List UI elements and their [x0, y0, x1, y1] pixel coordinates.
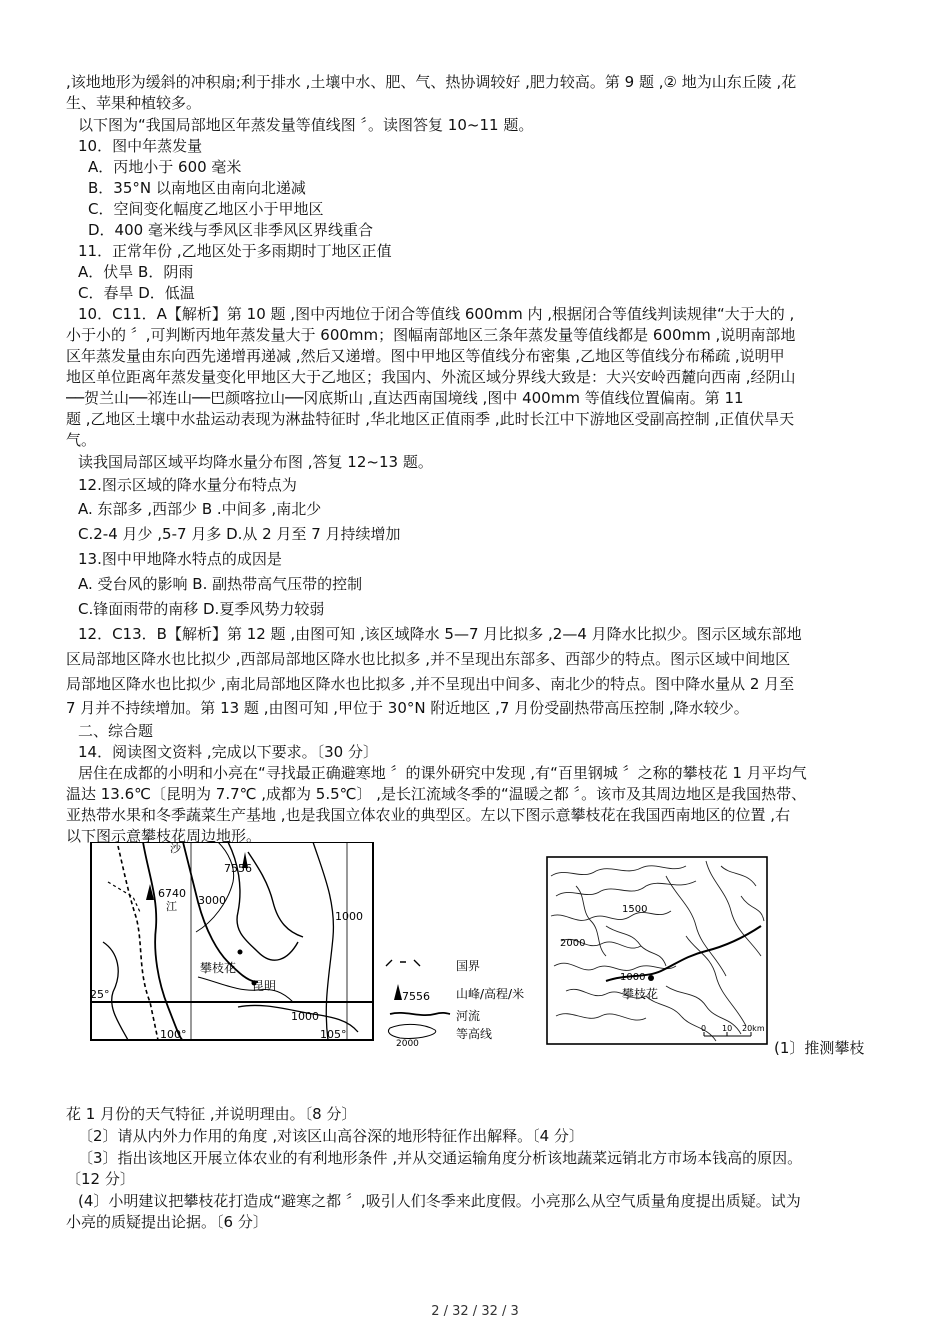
sub-question-2: 〔2〕请从内外力作用的角度 ,对该区山高谷深的地形特征作出解释。〔4 分〕 [78, 1127, 584, 1145]
svg-text:河流: 河流 [456, 1009, 481, 1023]
terrain-map [546, 856, 768, 1046]
svg-text:3000: 3000 [198, 894, 226, 907]
svg-text:2000: 2000 [396, 1039, 419, 1048]
map-legend [380, 956, 550, 1048]
text-line: 温达 13.6℃〔昆明为 7.7℃ ,成都为 5.5℃〕 ,是长江流域冬季的“温暖之都 〞。该市及其周边地区是我国热带、 [66, 785, 807, 803]
svg-text:100°: 100° [160, 1028, 187, 1041]
svg-text:25°: 25° [90, 988, 110, 1001]
svg-text:20km: 20km [742, 1024, 765, 1033]
question-13: 13.图中甲地降水特点的成因是 [78, 550, 282, 568]
text-line: 小亮的质疑提出论据。〔6 分〕 [66, 1213, 268, 1231]
answer-line: 7 月并不持续增加。第 13 题 ,由图可知 ,甲位于 30°N 附近地区 ,7 月份受副热带高压控制 ,降水较少。 [66, 699, 749, 717]
answer-line: 气。 [66, 431, 97, 449]
svg-text:7556: 7556 [224, 862, 252, 875]
options-ab: A. 受台风的影响 B. 副热带高气压带的控制 [78, 575, 363, 593]
svg-text:等高线: 等高线 [456, 1027, 493, 1041]
svg-text:1000: 1000 [620, 972, 646, 983]
section-heading: 二、综合题 [78, 722, 154, 740]
text-line: 以下图示意攀枝花周边地形。 [66, 827, 262, 845]
svg-text:0: 0 [701, 1024, 707, 1033]
svg-text:昆明: 昆明 [252, 979, 277, 993]
options-ab: A. 东部多 ,西部少 B .中间多 ,南北少 [78, 500, 322, 518]
options-ab: A．伏旱 B．阴雨 [78, 263, 194, 281]
sub-question-1: (1〕推测攀枝 [774, 1039, 865, 1057]
text-line: 〔12 分〕 [66, 1170, 135, 1188]
answer-line: 局部地区降水也比拟少 ,南北局部地区降水也比拟多 ,并不呈现出中间多、南北少的特点。图中降水量从 2 月至 [66, 675, 795, 693]
question-14: 14．阅读图文资料 ,完成以下要求。〔30 分〕 [78, 743, 378, 761]
answer-line: 10．C11．A【解析】第 10 题 ,图中丙地位于闭合等值线 600mm 内 ,根据闭合等值线判读规律“大于大的 , [78, 305, 795, 323]
page-number: 2 / 32 / 32 / 3 [431, 1304, 519, 1319]
answer-line: ──贺兰山──祁连山──巴颜喀拉山──冈底斯山 ,直达西南国境线 ,图中 400mm 等值线位置偏南。第 11 [66, 389, 744, 407]
options-cd: C.2-4 月少 ,5-7 月多 D.从 2 月至 7 月持续增加 [78, 525, 401, 543]
svg-text:105°: 105° [320, 1028, 347, 1041]
question-10: 10．图中年蒸发量 [78, 137, 203, 155]
svg-text:沙: 沙 [170, 842, 181, 855]
text-line: ,该地地形为缓斜的冲积扇;利于排水 ,土壤中水、肥、气、热协调较好 ,肥力较高。第 9 题 ,② 地为山东丘陵 ,花 [66, 73, 797, 91]
answer-line: 区年蒸发量由东向西先递增再递减 ,然后又递增。图中甲地区等值线分布密集 ,乙地区等值线分布稀疏 ,说明甲 [66, 347, 785, 365]
option-a: A．丙地小于 600 毫米 [88, 158, 242, 176]
text-line: 居住在成都的小明和小亮在“寻找最正确避寒地 〞的课外研究中发现 ,有“百里钢城 〞之称的攀枝花 1 月平均气 [78, 764, 807, 782]
answer-line: 小于小的 〞,可判断丙地年蒸发量大于 600mm；图幅南部地区三条年蒸发量等值线都是 600mm ,说明南部地 [66, 326, 796, 344]
svg-text:山峰/高程/米: 山峰/高程/米 [456, 987, 525, 1001]
svg-text:江: 江 [166, 900, 177, 913]
answer-line: 12．C13．B【解析】第 12 题 ,由图可知 ,该区域降水 5—7 月比拟多 ,2—4 月降水比拟少。图示区域东部地 [78, 625, 802, 643]
option-b: B．35°N 以南地区由南向北递减 [88, 179, 306, 197]
options-cd: C．春旱 D．低温 [78, 284, 195, 302]
text-line: 读我国局部区域平均降水量分布图 ,答复 12~13 题。 [78, 453, 433, 471]
text-line: 亚热带水果和冬季蔬菜生产基地 ,也是我国立体农业的典型区。左以下图示意攀枝花在我国西南地区的位置 ,右 [66, 806, 791, 824]
answer-line: 区局部地区降水也比拟少 ,西部局部地区降水也比拟多 ,并不呈现出东部多、西部少的特点。图示区域中间地区 [66, 650, 791, 668]
svg-text:攀枝花: 攀枝花 [622, 987, 659, 1001]
text-line: 生、苹果种植较多。 [66, 94, 202, 112]
svg-text:1500: 1500 [622, 904, 648, 915]
options-cd: C.锋面雨带的南移 D.夏季风势力较弱 [78, 600, 325, 618]
text-line: 以下图为“我国局部地区年蒸发量等值线图 〞。读图答复 10~11 题。 [78, 116, 534, 134]
svg-text:1000: 1000 [291, 1010, 319, 1023]
location-map [88, 842, 376, 1042]
svg-text:2000: 2000 [560, 938, 586, 949]
text-line: 花 1 月份的天气特征 ,并说明理由。〔8 分〕 [66, 1105, 357, 1123]
answer-line: 地区单位距离年蒸发量变化甲地区大于乙地区；我国内、外流区域分界线大致是：大兴安岭西麓向西南 ,经阴山 [66, 368, 796, 386]
svg-text:7556: 7556 [402, 990, 430, 1003]
svg-text:国界: 国界 [456, 959, 481, 973]
option-d: D．400 毫米线与季风区非季风区界线重合 [88, 221, 373, 239]
svg-text:1000: 1000 [335, 910, 363, 923]
sub-question-3: 〔3〕指出该地区开展立体农业的有利地形条件 ,并从交通运输角度分析该地蔬菜远销北方市场本钱高的原因。 [78, 1149, 803, 1167]
answer-line: 题 ,乙地区土壤中水盐运动表现为淋盐特征时 ,华北地区正值雨季 ,此时长江中下游地区受副高控制 ,正值伏旱天 [66, 410, 795, 428]
svg-text:攀枝花: 攀枝花 [200, 961, 237, 975]
sub-question-4: (4〕小明建议把攀枝花打造成“避寒之都 〞,吸引人们冬季来此度假。小亮那么从空气质量角度提出质疑。试为 [78, 1192, 801, 1210]
svg-text:10: 10 [722, 1024, 733, 1033]
svg-text:6740: 6740 [158, 887, 186, 900]
option-c: C．空间变化幅度乙地区小于甲地区 [88, 200, 324, 218]
question-11: 11．正常年份 ,乙地区处于多雨期时丁地区正值 [78, 242, 392, 260]
question-12: 12.图示区域的降水量分布特点为 [78, 476, 297, 494]
